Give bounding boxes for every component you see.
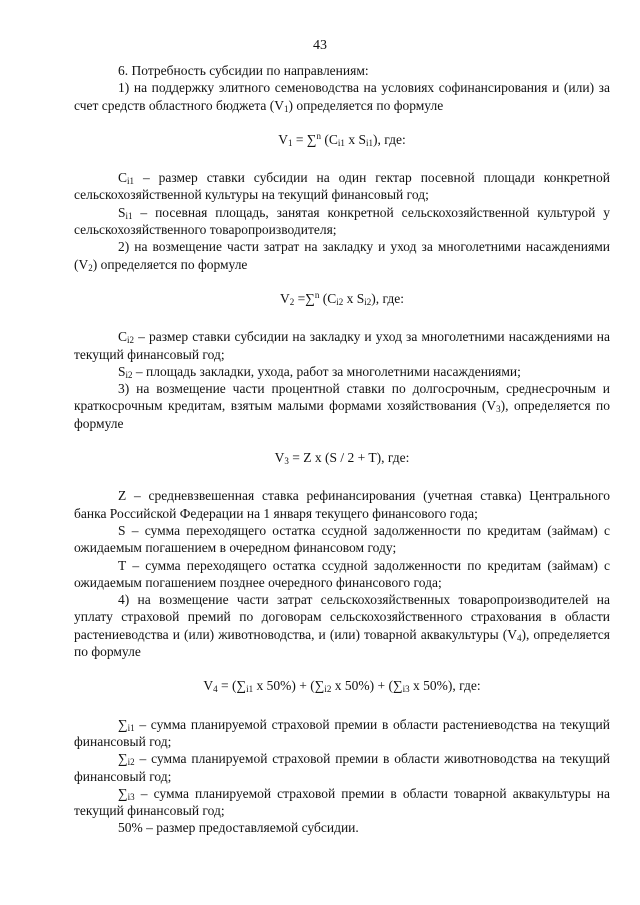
document-body	[74, 62, 610, 837]
si2-text: – площадь закладки, ухода, работ за многолетними насаждениями;	[132, 363, 521, 379]
item-1-tail: ) определяется по формуле	[288, 97, 444, 113]
formula-v3	[74, 449, 610, 466]
item-3-paragraph	[74, 380, 610, 432]
f4-c-sub: i2	[324, 684, 332, 695]
si2-symbol: S	[118, 363, 126, 379]
e3-text: – сумма планируемой страховой премии в области товарной аквакультуры на текущий финансовый год;	[74, 785, 610, 819]
item-3-tail: ), определяется по формуле	[74, 398, 610, 431]
definition-e3	[74, 785, 610, 820]
ci1-sub: i1	[127, 176, 135, 187]
e1-text: – сумма планируемой страховой премии в области растениеводства на текущий финансовый год;	[74, 716, 610, 749]
f1-b-sup: n	[316, 130, 322, 141]
f2-c: (C	[319, 290, 337, 306]
f1-c: (C	[321, 131, 338, 147]
f2-e: ), где:	[371, 290, 405, 306]
item-2-paragraph	[74, 238, 610, 273]
f4-b: = (∑	[217, 678, 247, 694]
f4-a-sub: 4	[213, 684, 218, 695]
f4-c: x 50%) + (∑	[253, 678, 325, 694]
definition-ci1	[74, 169, 610, 204]
item-3-sub: 3	[496, 404, 501, 415]
ci2-text: – размер ставки субсидии на закладку и уход за многолетними насаждениями на текущий финансовый год;	[74, 329, 610, 362]
e2-text: – сумма планируемой страховой премии в области животноводства на текущий финансовый год;	[74, 751, 610, 784]
f1-b: = ∑	[292, 131, 317, 147]
definition-50-percent: 50% – размер предоставляемой субсидии.	[118, 820, 359, 836]
e1-symbol: ∑	[118, 716, 128, 732]
item-4-tail: ), определяется по формуле	[74, 626, 610, 660]
f4-b-sub: i1	[246, 684, 254, 695]
f2-d: x S	[343, 290, 365, 306]
e2-symbol: ∑	[118, 751, 128, 767]
si2-sub: i2	[125, 369, 133, 380]
definition-t: Т – сумма переходящего остатка ссудной задолженности по кредитам (займам) с ожидаемым погашением позднее очередного финансового года;	[74, 557, 610, 590]
f4-d-sub: i3	[402, 684, 410, 695]
item-2-sub: 2	[88, 262, 93, 273]
e1-sub: i1	[127, 722, 135, 733]
f4-d: x 50%) + (∑	[331, 678, 403, 694]
si1-text: – посевная площадь, занятая конкретной сельскохозяйственной культурой у сельскохозяйственного товаропроизводителя;	[74, 204, 610, 238]
item-4-sub: 4	[516, 632, 522, 643]
definition-ci2	[74, 328, 610, 363]
item-1-text: 1) на поддержку элитного семеноводства на условиях софинансирования и (или) за счет средств областного бюджета (V	[74, 80, 610, 113]
definition-e2	[74, 750, 610, 785]
si1-sub: i1	[125, 210, 133, 221]
f1-a: V	[278, 131, 289, 147]
item-2-tail: ) определяется по формуле	[92, 256, 248, 272]
f2-c-sub: i2	[336, 296, 344, 307]
page-number: 43	[313, 38, 327, 53]
ci2-symbol: C	[118, 329, 128, 345]
f4-e: x 50%), где:	[409, 678, 481, 694]
f2-b: =∑	[294, 290, 315, 306]
item-1-paragraph	[74, 79, 610, 114]
definition-si1	[74, 204, 610, 239]
section-heading: 6. Потребность субсидии по направлениям:	[118, 63, 369, 78]
e2-sub: i2	[127, 757, 135, 768]
formula-v4	[74, 677, 610, 694]
f1-c-sub: i1	[337, 137, 345, 148]
formula-v1	[74, 131, 610, 148]
item-1-sub: 1	[284, 103, 289, 114]
item-3-text: 3) на возмещение части процентной ставки по долгосрочным, среднесрочным и краткосрочным кредитам, взятым малыми формами хозяйствования (V	[74, 381, 610, 414]
definition-e1	[74, 716, 610, 751]
ci1-symbol: C	[118, 170, 128, 186]
formula-v2	[74, 290, 610, 307]
f3-a: V	[274, 450, 285, 466]
ci2-sub: i2	[127, 335, 135, 346]
f2-a-sub: 2	[289, 296, 295, 307]
f1-e: ), где:	[372, 131, 406, 147]
item-2-text: 2) на возмещение части затрат на закладку и уход за многолетними насаждениями (V	[74, 239, 610, 272]
e3-sub: i3	[127, 791, 135, 802]
si1-symbol: S	[118, 204, 126, 220]
definition-s: S – сумма переходящего остатка ссудной задолженности по кредитам (займам) с ожидаемым погашением в очередном финансовом году;	[74, 522, 610, 556]
f4-a: V	[203, 678, 214, 694]
e3-symbol: ∑	[118, 785, 128, 801]
item-4-paragraph	[74, 591, 610, 660]
item-4-text: 4) на возмещение части затрат сельскохозяйственных товаропроизводителей на уплату страховой премий по договорам сельскохозяйственного страхования в области растениеводства и (или) животноводства, и (или) товарной аквакультуры (V	[74, 592, 610, 642]
f3-a-sub: 3	[284, 456, 289, 467]
f2-d-sub: i2	[364, 296, 372, 307]
definition-z: Z – средневзвешенная ставка рефинансирования (учетная ставка) Центрального банка Российской Федерации на 1 января текущего финансового года;	[74, 488, 610, 521]
ci1-text: – размер ставки субсидии на один гектар посевной площади конкретной сельскохозяйственной культуры на текущий финансовый год;	[74, 170, 610, 203]
f2-a: V	[279, 290, 290, 306]
f1-d-sub: i1	[365, 137, 373, 148]
f3-b: = Z x (S / 2 + T), где:	[288, 450, 410, 466]
f1-d: x S	[344, 131, 366, 147]
definition-si2	[74, 363, 610, 380]
f1-a-sub: 1	[288, 137, 293, 148]
f2-b-sup: n	[314, 289, 320, 300]
